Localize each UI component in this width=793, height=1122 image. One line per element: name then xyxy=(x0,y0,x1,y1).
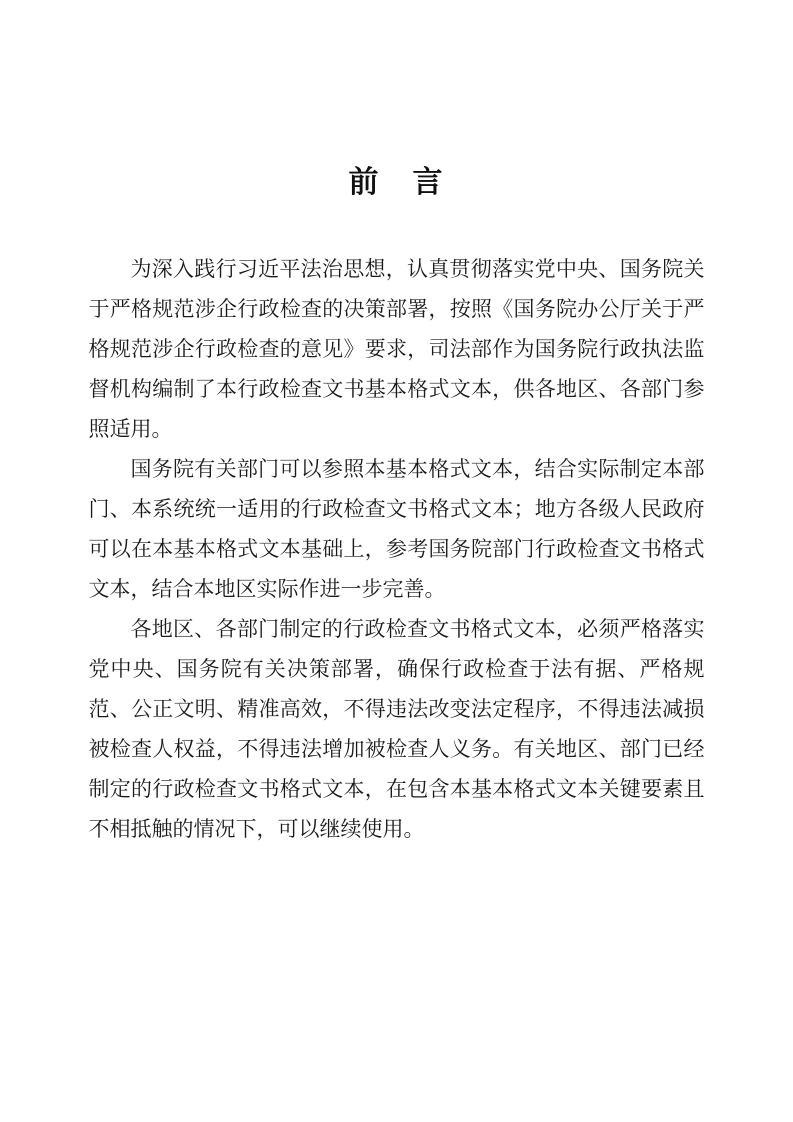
paragraph: 国务院有关部门可以参照本基本格式文本，结合实际制定本部门、本系统统一适用的行政检查文书格式文本；地方各级人民政府可以在本基本格式文本基础上，参考国务院部门行政检查文书格式文本，结合本地区实际作进一步完善。 xyxy=(88,457,705,601)
document-body xyxy=(89,249,705,849)
paragraph: 各地区、各部门制定的行政检查文书格式文本，必须严格落实党中央、国务院有关决策部署，确保行政检查于法有据、严格规范、公正文明、精准高效，不得违法改变法定程序，不得违法减损被检查人权益，不得违法增加被检查人义务。有关地区、部门已经制定的行政检查文书格式文本，在包含本基本格式文本关键要素且不相抵触的情况下，可以继续使用。 xyxy=(88,617,705,841)
paragraph: 为深入践行习近平法治思想，认真贯彻落实党中央、国务院关于严格规范涉企行政检查的决策部署，按照《国务院办公厅关于严格规范涉企行政检查的意见》要求，司法部作为国务院行政执法监督机构编制了本行政检查文书基本格式文本，供各地区、各部门参照适用。 xyxy=(88,257,705,441)
document-title: 前 言 xyxy=(348,166,445,199)
